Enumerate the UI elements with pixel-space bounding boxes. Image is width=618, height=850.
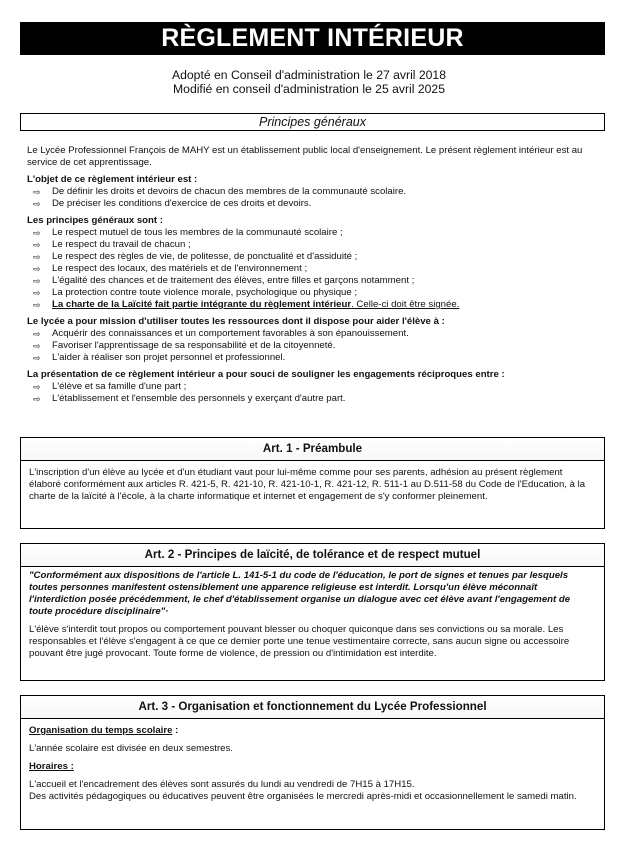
section-heading-principes: Principes généraux	[20, 113, 605, 131]
list-item: ⇨ L'établissement et l'ensemble des personnels y exerçant d'autre part.	[33, 393, 346, 404]
bullet-list	[27, 381, 592, 405]
right-arrow-icon: ⇨	[33, 264, 41, 274]
modification-date: Modifié en conseil d'administration le 25 avril 2025	[173, 82, 445, 96]
subsection-heading: Organisation du temps scolaire :	[29, 725, 179, 736]
article-paragraph: L'année scolaire est divisée en deux semestres.	[29, 743, 233, 754]
adoption-date: Adopté en Conseil d'administration le 27 avril 2018	[171, 68, 446, 82]
right-arrow-icon: ⇨	[33, 199, 41, 209]
laicite-charter-item: ⇨ La charte de la Laïcité fait partie intégrante du règlement intérieur. Celle-ci doit être signée.	[33, 299, 460, 310]
list-item: ⇨ Le respect des règles de vie, de politesse, de ponctualité et d'assiduité ;	[33, 251, 358, 262]
list-item: ⇨ La protection contre toute violence morale, psychologique ou physique ;	[33, 287, 358, 298]
right-arrow-icon: ⇨	[33, 300, 41, 310]
list-item: ⇨ L'aider à réaliser son projet personnel et professionnel.	[33, 352, 286, 363]
list-item: ⇨ Acquérir des connaissances et un comportement favorables à son épanouissement.	[33, 328, 409, 339]
group-lead: La présentation de ce règlement intérieur a pour souci de souligner les engagements réciproques entre :	[27, 369, 505, 380]
intro-paragraph: Le Lycée Professionnel François de MAHY est un établissement public local d'enseignement. Le présent règlement intérieur est au service de cet apprentissage.	[27, 145, 583, 168]
article-paragraph: L'accueil et l'encadrement des élèves sont assurés du lundi au vendredi de 7H15 à 17H15.	[29, 779, 415, 790]
article-paragraph: L'inscription d'un élève au lycée et d'un étudiant vaut pour lui-même comme pour ses parents, adhésion au présent règlement élaboré conformément aux articles R. 421-5, R. 421-10, R. 421-10-1, R. 421-12, R. 511-1 au D.511-58 du Code de l'Education, à la charte de la laïcité à l'école, à la charte informatique et internet et engagement de s'y conformer pleinement.	[29, 467, 586, 502]
right-arrow-icon: ⇨	[33, 394, 41, 404]
subsection-heading: Horaires :	[29, 761, 74, 772]
group-lead: Les principes généraux sont :	[27, 215, 163, 226]
list-item: ⇨ De préciser les conditions d'exercice de ces droits et devoirs.	[33, 198, 312, 209]
right-arrow-icon: ⇨	[33, 288, 41, 298]
right-arrow-icon: ⇨	[33, 187, 41, 197]
right-arrow-icon: ⇨	[33, 382, 41, 392]
article-heading: Art. 3 - Organisation et fonctionnement du Lycée Professionnel	[21, 696, 604, 719]
article-paragraph: L'élève s'interdit tout propos ou comportement pouvant blesser ou choquer quiconque dans ses convictions ou sa morale. Les responsables et l'élève s'engagent à ce que ce dernier porte une tenue vestimentaire correcte, sans aucun signe ou accessoire pouvant être jugé provocant. Toute forme de violence, de pression ou d'intimidation est interdite.	[29, 624, 570, 659]
article-heading: Art. 1 - Préambule	[21, 438, 604, 461]
article-body	[21, 461, 604, 508]
bullet-list	[27, 328, 592, 364]
article-1	[20, 437, 605, 529]
group-lead: L'objet de ce règlement intérieur est :	[27, 174, 198, 185]
article-2	[20, 543, 605, 681]
right-arrow-icon: ⇨	[33, 252, 41, 262]
article-3	[20, 695, 605, 830]
right-arrow-icon: ⇨	[33, 228, 41, 238]
list-item: ⇨ L'égalité des chances et de traitement des élèves, entre filles et garçons notamment ;	[33, 275, 415, 286]
list-item: ⇨ L'élève et sa famille d'une part ;	[33, 381, 187, 392]
list-item: ⇨ Le respect du travail de chacun ;	[33, 239, 191, 250]
list-item: ⇨ Favoriser l'apprentissage de sa responsabilité et de la citoyenneté.	[33, 340, 336, 351]
right-arrow-icon: ⇨	[33, 240, 41, 250]
article-body	[21, 567, 604, 665]
article-body	[21, 719, 604, 808]
list-item: ⇨ Le respect des locaux, des matériels et de l'environnement ;	[33, 263, 308, 274]
article-heading: Art. 2 - Principes de laïcité, de tolérance et de respect mutuel	[21, 544, 604, 567]
list-item: ⇨ Le respect mutuel de tous les membres de la communauté scolaire ;	[33, 227, 343, 238]
right-arrow-icon: ⇨	[33, 329, 41, 339]
right-arrow-icon: ⇨	[33, 353, 41, 363]
list-item: ⇨ De définir les droits et devoirs de chacun des membres de la communauté scolaire.	[33, 186, 407, 197]
document-title: RÈGLEMENT INTÉRIEUR	[20, 22, 605, 55]
right-arrow-icon: ⇨	[33, 276, 41, 286]
group-lead: Le lycée a pour mission d'utiliser toutes les ressources dont il dispose pour aider l'élève à :	[27, 316, 445, 327]
bullet-list	[27, 227, 592, 311]
legal-quote: "Conformément aux dispositions de l'article L. 141-5-1 du code de l'éducation, le port de signes et tenues par lesquels toutes personnes manifestent ostensiblement une apparence religieuse est interdit. Lorsqu'un élève méconnaît l'interdiction posée précédemment, le chef d'établissement organise un dialogue avec cet élève avant l'engagement de toute procédure disciplinaire"·	[29, 570, 571, 617]
article-paragraph: Des activités pédagogiques ou éducatives peuvent être organisées le mercredi après-midi et occasionnellement le samedi matin.	[29, 791, 577, 802]
principes-content	[27, 145, 592, 410]
right-arrow-icon: ⇨	[33, 341, 41, 351]
bullet-list	[27, 186, 592, 210]
